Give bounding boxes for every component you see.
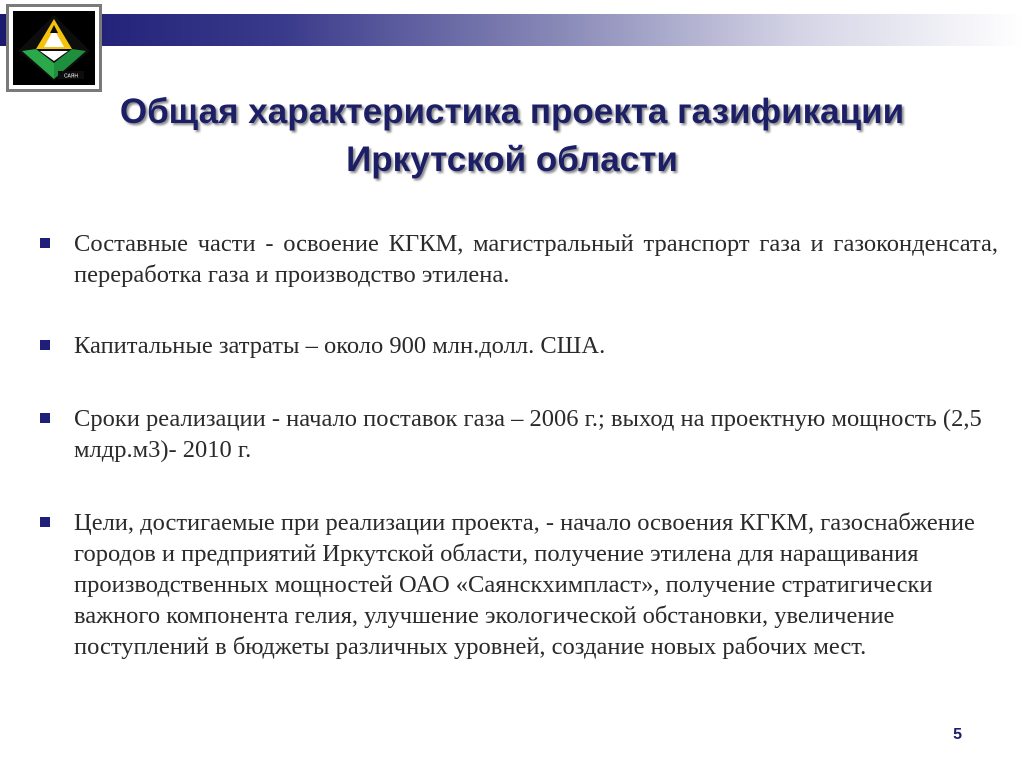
bullet-text: Цели, достигаемые при реализации проекта, - начало освоения КГКМ, газоснабжение городов и предприятий Иркутской области, получение этилена для наращивания производственных мощностей ОАО «Саянскхимпласт», получение стратигически важного компонента гелия, улучшение экологической обстановки, увеличение поступлений в бюджеты различных уровней, создание новых рабочих мест.	[74, 509, 975, 660]
bullet-text: Составные части - освоение КГКМ, магистральный транспорт газа и газоконденсата, переработка газа и производство этилена.	[74, 230, 998, 288]
logo-graphic	[13, 11, 95, 85]
square-bullet-icon	[40, 517, 50, 527]
company-logo	[6, 4, 102, 92]
bullet-item-components	[40, 228, 998, 290]
logo-emblem	[13, 11, 95, 85]
bullet-item-timeline	[40, 403, 998, 465]
bullet-item-capital-costs	[40, 330, 998, 361]
bullet-text: Сроки реализации - начало поставок газа – 2006 г.; выход на проектную мощность (2,5 млдр.м3)- 2010 г.	[74, 405, 982, 463]
title-line-1: Общая характеристика проекта газификации	[119, 92, 905, 131]
bullet-text: Капитальные затраты – около 900 млн.долл. США.	[74, 332, 606, 359]
bullet-item-goals	[40, 507, 998, 662]
bullet-list	[40, 228, 998, 662]
slide-title	[40, 88, 984, 184]
square-bullet-icon	[40, 413, 50, 423]
page-number: 5	[953, 726, 962, 743]
square-bullet-icon	[40, 340, 50, 350]
title-line-2: Иркутской области	[346, 140, 678, 179]
svg-text:САЯН: САЯН	[63, 73, 79, 80]
header-gradient-band	[0, 14, 1024, 46]
square-bullet-icon	[40, 238, 50, 248]
